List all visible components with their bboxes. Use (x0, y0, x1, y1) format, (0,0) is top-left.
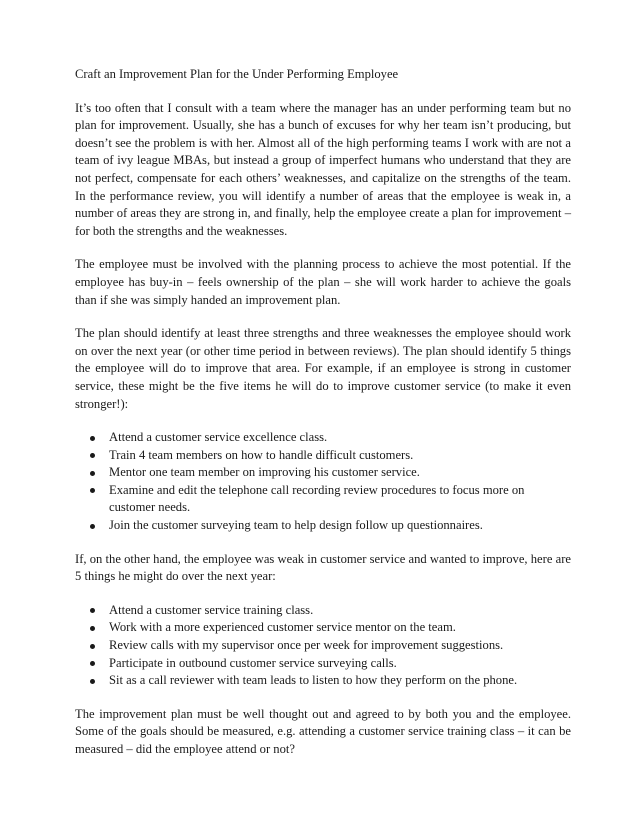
bullet-icon (90, 608, 95, 613)
bullet-icon (90, 679, 95, 684)
list-item (75, 655, 571, 673)
bullet-icon (90, 436, 95, 441)
list-item-text: Join the customer surveying team to help design follow up questionnaires. (109, 518, 483, 533)
list-item-text: Review calls with my supervisor once per week for improvement suggestions. (109, 638, 504, 653)
list-item (75, 517, 571, 535)
document-page (75, 66, 571, 775)
bullet-icon (90, 661, 95, 666)
list-item-text: Work with a more experienced customer service mentor on the team. (109, 620, 456, 635)
bullet-icon (90, 471, 95, 476)
list-item (75, 447, 571, 465)
list-item-text: Train 4 team members on how to handle difficult customers. (109, 447, 414, 462)
paragraph-plan: The plan should identify at least three strengths and three weaknesses the employee should work on over the next year (or other time period in between reviews). The plan should identify 5 things the employee will do to improve that area. For example, if an employee is strong in customer service, these might be the five items he will do to improve customer service (to make it even stronger!): (75, 326, 571, 411)
paragraph-weakness-intro: If, on the other hand, the employee was weak in customer service and wanted to improve, here are 5 things he might do over the next year: (75, 551, 571, 584)
bullet-icon (90, 488, 95, 493)
list-item (75, 619, 571, 637)
paragraph-involvement: The employee must be involved with the planning process to achieve the most potential. If the employee has buy-in – feels ownership of the plan – she will work harder to achieve the goals than if she was simply handed an improvement plan. (75, 257, 571, 307)
list-item-text: Attend a customer service excellence class. (109, 430, 328, 445)
bullet-icon (90, 626, 95, 631)
list-item-text: Examine and edit the telephone call recording review procedures to focus more on customer needs. (109, 482, 525, 515)
document-title: Craft an Improvement Plan for the Under Performing Employee (75, 67, 399, 81)
list-item-text: Sit as a call reviewer with team leads to listen to how they perform on the phone. (109, 673, 518, 688)
list-item-text: Mentor one team member on improving his customer service. (109, 465, 420, 480)
list-item (75, 602, 571, 620)
list-item-text: Attend a customer service training class. (109, 602, 314, 617)
bullet-icon (90, 644, 95, 649)
paragraph-closing: The improvement plan must be well thought out and agreed to by both you and the employee. Some of the goals should be measured, e.g. attending a customer service training class – it can be measured – did the employee attend or not? (75, 706, 571, 756)
list-item (75, 672, 571, 690)
strength-improvement-list (75, 429, 571, 535)
list-item (75, 637, 571, 655)
list-item-text: Participate in outbound customer service surveying calls. (109, 655, 397, 670)
paragraph-intro: It’s too often that I consult with a team where the manager has an under performing team but no plan for improvement. Usually, she has a bunch of excuses for why her team isn’t producing, but doesn’t see the problem is with her. Almost all of the high performing teams I work with are not a team of ivy league MBAs, but instead a group of imperfect humans who understand that they are not perfect, compensate for each others’ weaknesses, and capitalize on the strengths of the team. In the performance review, you will identify a number of areas that the employee is weak in, a number of areas they are strong in, and finally, help the employee create a plan for improvement – for both the strengths and the weaknesses. (75, 100, 571, 238)
bullet-icon (90, 453, 95, 458)
list-item (75, 464, 571, 482)
weakness-improvement-list (75, 602, 571, 690)
list-item (75, 482, 571, 517)
bullet-icon (90, 524, 95, 529)
list-item (75, 429, 571, 447)
